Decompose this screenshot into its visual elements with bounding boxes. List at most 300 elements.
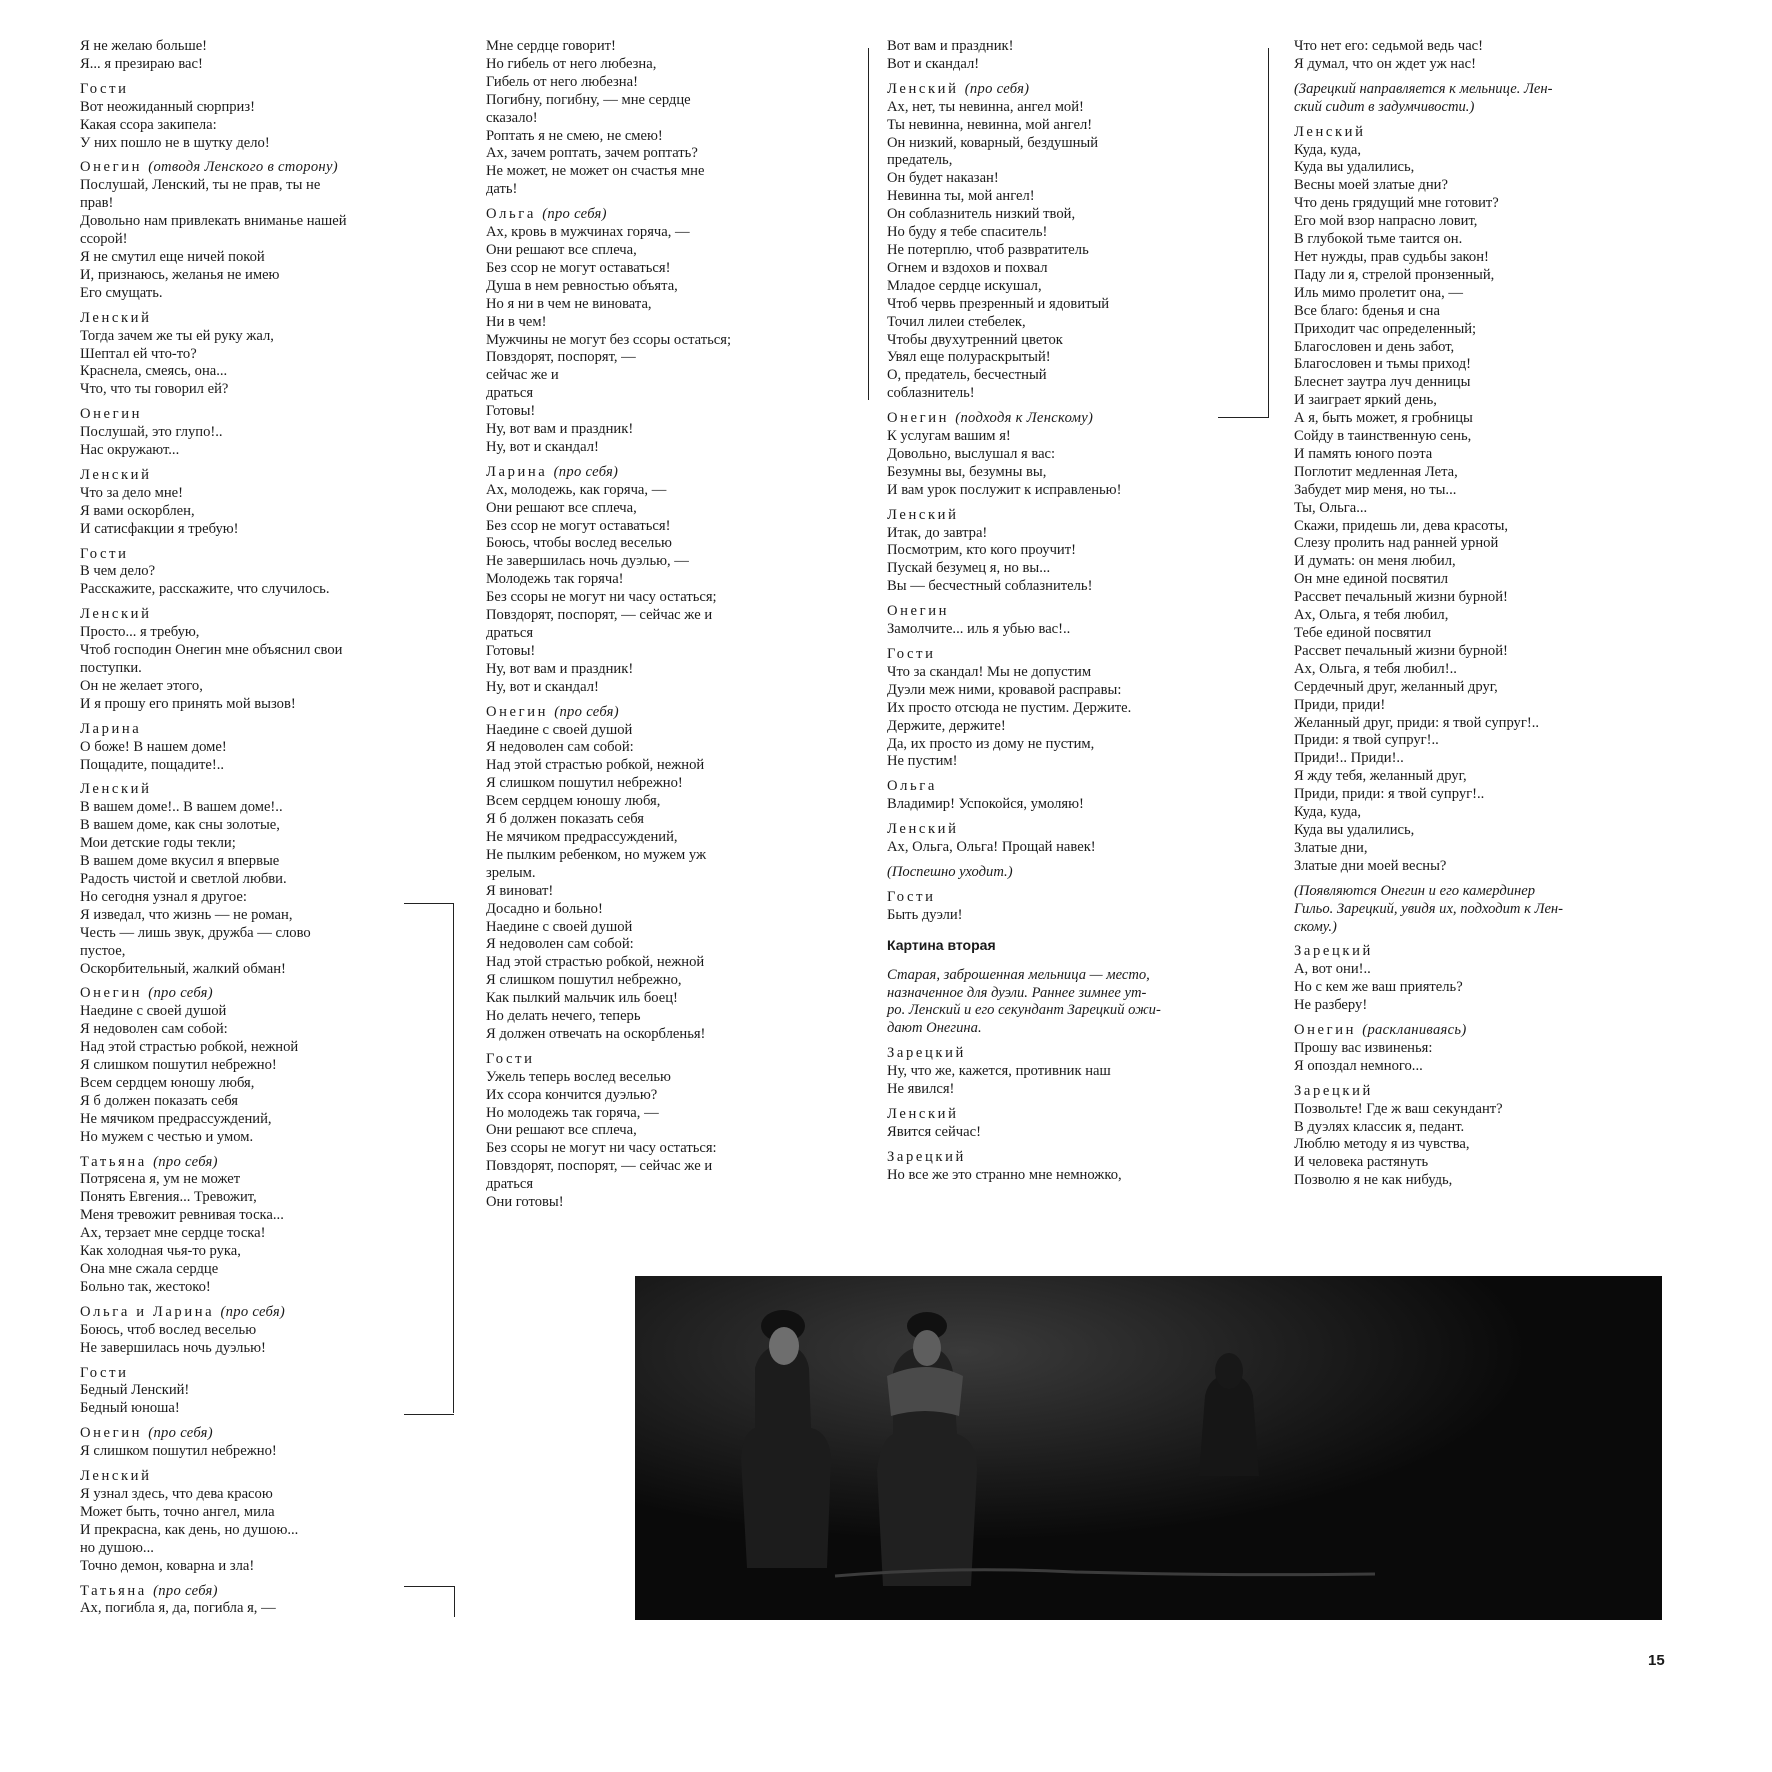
verse-line: Точно демон, коварна и зла! <box>80 1557 255 1574</box>
stage-direction <box>887 967 1232 1039</box>
verse-line: Ах, Ольга, я тебя любил!.. <box>1294 660 1457 677</box>
verse-line: Что, что ты говорил ей? <box>80 381 229 398</box>
verse-line: Гибель от него любезна! <box>486 73 638 90</box>
verse-line: Ах, погибла я, да, погибла я, — <box>80 1600 276 1617</box>
speaker-name: Гости <box>486 1050 535 1067</box>
verse-line: предатель, <box>887 152 953 169</box>
verse-line: Ах, терзает мне сердце тоска! <box>80 1225 266 1242</box>
speaker-line <box>887 507 1232 525</box>
verse-line: Поглотит медленная Лета, <box>1294 463 1458 480</box>
verse-line: И прекрасна, как день, но душою... <box>80 1521 299 1538</box>
speaker-name: Онегин <box>1294 1022 1357 1039</box>
stage-photo <box>635 1276 1662 1620</box>
speaker-name: Ленский <box>80 606 152 623</box>
verse-line: Невинна ты, мой ангел! <box>887 188 1035 205</box>
speaker-direction: (раскланиваясь) <box>1362 1022 1467 1039</box>
speech-block <box>486 464 846 697</box>
bracket-column-4-top <box>1268 48 1269 418</box>
speaker-line <box>486 206 846 224</box>
verse-line: Пускай безумец я, но вы... <box>887 560 1051 577</box>
speaker-name: Ленский <box>80 309 152 326</box>
verse-line: Огнем и вздохов и похвал <box>887 259 1048 276</box>
verse-line: Не завершилась ночь дуэлью, — <box>486 553 689 570</box>
verse-line: соблазнитель! <box>887 385 975 402</box>
verse-line: Я б должен показать себя <box>80 1092 239 1109</box>
verse-line: Мне сердце говорит! <box>486 38 616 54</box>
verse-line: Понять Евгения... Тревожит, <box>80 1189 257 1206</box>
verse-line: Скажи, придешь ли, дева красоты, <box>1294 517 1509 534</box>
verse-line: Да, их просто из дому не пустим, <box>887 735 1095 752</box>
stage-line: дают Онегина. <box>887 1020 982 1037</box>
verse-line: Наедине с своей душой <box>486 721 633 738</box>
verse-line: драться <box>486 385 534 402</box>
speaker-name: Зарецкий <box>1294 943 1373 960</box>
verse-line: Тебе единой посвятил <box>1294 625 1432 641</box>
speech-block <box>80 1468 470 1575</box>
speech-block <box>887 603 1232 639</box>
speaker-line <box>887 603 1232 621</box>
verse-line: В вашем доме вкусил я впервые <box>80 853 280 870</box>
verse-line: Оскорбительный, жалкий обман! <box>80 960 286 977</box>
speaker-line <box>80 546 470 564</box>
speaker-line <box>887 778 1232 796</box>
verse-line: Но с кем же ваш приятель? <box>1294 979 1463 996</box>
speaker-name: Гости <box>80 1364 129 1381</box>
verse-line: Я недоволен сам собой: <box>80 1021 228 1038</box>
speaker-name: Гости <box>887 888 936 905</box>
verse-line: Весны моей златые дни? <box>1294 177 1448 194</box>
verse-line: Приходит час определенный; <box>1294 320 1477 337</box>
stage-line: ро. Ленский и его секундант Зарецкий ожи- <box>887 1002 1161 1019</box>
verse-line: Мужчины не могут без ссоры остаться; <box>486 331 732 348</box>
verse-line: Иль мимо пролетит она, — <box>1294 284 1464 301</box>
verse-line: Чтоб червь презренный и ядовитый <box>887 295 1110 312</box>
speech-block <box>887 1045 1232 1099</box>
verse-line: Я слишком пошутил небрежно! <box>80 1443 277 1460</box>
verse-line: Вот неожиданный сюрприз! <box>80 98 255 115</box>
speaker-name: Онегин <box>887 410 950 427</box>
speech-block <box>80 38 470 74</box>
verse-line: Что день грядущий мне готовит? <box>1294 195 1499 212</box>
verse-line: Я думал, что он ждет уж нас! <box>1294 55 1476 72</box>
speaker-name: Гости <box>887 646 936 662</box>
verse-line: Краснела, смеясь, она... <box>80 363 228 380</box>
verse-line: Больно так, жестоко! <box>80 1278 211 1295</box>
verse-line: Я слишком пошутил небрежно, <box>486 972 682 989</box>
verse-line: ссорой! <box>80 231 128 248</box>
verse-line: Нет нужды, прав судьбы закон! <box>1294 248 1489 265</box>
verse-line: Что за дело мне! <box>80 484 184 501</box>
verse-line: Сердечный друг, желанный друг, <box>1294 678 1498 695</box>
verse-line: дать! <box>486 181 518 198</box>
speaker-line <box>1294 1083 1679 1101</box>
speaker-name: Ленский <box>887 80 959 97</box>
speaker-name: Ленский <box>887 821 959 838</box>
verse-line: К услугам вашим я! <box>887 428 1011 445</box>
verse-line: Готовы! <box>486 403 536 420</box>
verse-line: Без ссор не могут оставаться! <box>486 517 671 534</box>
speaker-direction: (про себя) <box>554 703 619 720</box>
speaker-line <box>887 1149 1232 1167</box>
verse-line: Я не смутил еще ничей покой <box>80 248 265 265</box>
verse-line: Быть дуэли! <box>887 906 963 923</box>
verse-line: Повздорят, поспорят, — <box>486 349 636 366</box>
verse-line: Повздорят, поспорят, — сейчас же и <box>486 1158 713 1175</box>
verse-line: Я недоволен сам собой: <box>486 936 634 953</box>
speaker-line <box>887 646 1232 664</box>
verse-line: сказало! <box>486 109 538 126</box>
verse-line: Я изведал, что жизнь — не роман, <box>80 906 293 923</box>
speaker-name: Гости <box>80 545 129 562</box>
speech-block <box>887 81 1232 403</box>
verse-line: зрелым. <box>486 864 536 881</box>
verse-line: Ах, Ольга, я тебя любил, <box>1294 607 1449 624</box>
verse-line: Пощадите, пощадите!.. <box>80 756 225 773</box>
verse-line: Желанный друг, приди: я твой супруг!.. <box>1294 714 1539 731</box>
verse-line: Без ссор не могут оставаться! <box>486 259 671 276</box>
verse-line: Расскажите, расскажите, что случилось. <box>80 581 330 598</box>
speaker-name: Ольга <box>486 206 536 223</box>
verse-line: Приди: я твой супруг!.. <box>1294 732 1439 749</box>
verse-line: А, вот они!.. <box>1294 961 1371 978</box>
speaker-name: Гости <box>80 80 129 97</box>
verse-line: Они решают все сплеча, <box>486 1122 637 1139</box>
speech-block <box>1294 943 1679 1015</box>
verse-line: Тогда зачем же ты ей руку жал, <box>80 327 274 344</box>
speaker-line <box>486 704 846 722</box>
verse-line: Посмотрим, кто кого проучит! <box>887 542 1076 559</box>
speaker-name: Татьяна <box>80 1582 147 1599</box>
verse-line: Они решают все сплеча, <box>486 499 637 516</box>
verse-line: Бедный Ленский! <box>80 1382 190 1399</box>
stage-line: Гильо. Зарецкий, увидя их, подходит к Лен- <box>1294 900 1564 917</box>
stage-line: (Зарецкий направляется к мельнице. Лен- <box>1294 80 1553 97</box>
verse-line: Послушай, это глупо!.. <box>80 424 223 441</box>
verse-line: Повздорят, поспорят, — сейчас же и <box>486 607 713 624</box>
verse-line: Приди, приди! <box>1294 696 1386 713</box>
speaker-name: Ларина <box>486 463 548 480</box>
stage-line: Старая, заброшенная мельница — место, <box>887 966 1150 983</box>
verse-line: Послушай, Ленский, ты не прав, ты не <box>80 177 321 194</box>
verse-line: Над этой страстью робкой, нежной <box>486 954 705 971</box>
verse-line: Ну, вот вам и праздник! <box>486 660 634 677</box>
verse-line: драться <box>486 625 534 641</box>
verse-line: Приди!.. Приди!.. <box>1294 750 1404 767</box>
verse-line: Радость чистой и светлой любви. <box>80 870 287 887</box>
verse-line: И я прошу его принять мой вызов! <box>80 695 296 712</box>
page-number: 15 <box>1648 1652 1665 1669</box>
speech-block <box>887 821 1232 857</box>
speaker-name: Ольга и Ларина <box>80 1303 215 1320</box>
verse-line: Боюсь, чтоб вослед веселью <box>80 1321 257 1338</box>
verse-line: Ну, вот и скандал! <box>486 678 599 695</box>
text-column-3 <box>887 38 1232 1192</box>
speaker-line <box>486 1051 846 1069</box>
speaker-direction: (про себя) <box>542 206 607 223</box>
verse-line: Рассвет печальный жизни бурной! <box>1294 642 1508 659</box>
verse-line: Ты невинна, невинна, мой ангел! <box>887 116 1093 133</box>
verse-line: Вот вам и праздник! <box>887 38 1014 54</box>
speaker-direction: (про себя) <box>220 1303 286 1320</box>
verse-line: В глубокой тьме таится он. <box>1294 231 1463 248</box>
verse-line: Не пылким ребенком, но мужем уж <box>486 846 707 863</box>
verse-line: Не мячиком предрассуждений, <box>486 828 678 845</box>
verse-line: Их просто отсюда не пустим. Держите. <box>887 699 1132 716</box>
verse-line: Чтоб господин Онегин мне объяснил свои <box>80 642 343 659</box>
speech-block <box>80 606 470 713</box>
speaker-direction: (про себя) <box>964 80 1030 97</box>
speaker-direction: (про себя) <box>153 1153 218 1170</box>
verse-line: И, признаюсь, желанья не имею <box>80 266 280 283</box>
verse-line: Но молодежь так горяча, — <box>486 1104 659 1121</box>
speaker-name: Онегин <box>486 703 549 720</box>
speaker-name: Ленский <box>887 506 959 523</box>
bracket-column-1-lower-vertical <box>453 903 454 1413</box>
verse-line: Паду ли я, стрелой пронзенный, <box>1294 266 1495 283</box>
verse-line: Душа в нем ревностью объята, <box>486 277 678 294</box>
verse-line: Но гибель от него любезна, <box>486 55 657 72</box>
stage-photo-figures <box>635 1276 1662 1620</box>
speech-block <box>80 406 470 460</box>
speaker-direction: (про себя) <box>553 463 619 480</box>
verse-line: Довольно нам привлекать вниманье нашей <box>80 213 347 230</box>
speaker-name: Ленский <box>80 781 152 798</box>
speech-block <box>887 410 1232 500</box>
verse-line: И вам урок послужит к исправленью! <box>887 481 1122 498</box>
speaker-name: Ольга <box>887 778 937 795</box>
speaker-name: Онегин <box>80 985 143 1002</box>
verse-line: И заиграет яркий день, <box>1294 392 1437 409</box>
verse-line: Нас окружают... <box>80 442 180 459</box>
speech-block <box>1294 1022 1679 1076</box>
verse-line: Я должен отвечать на оскорбленья! <box>486 1025 706 1042</box>
verse-line: Их ссора кончится дуэлью? <box>486 1086 658 1103</box>
speaker-line <box>1294 124 1679 142</box>
verse-line: Что нет его: седьмой ведь час! <box>1294 38 1484 54</box>
stage-direction <box>887 864 1232 882</box>
speaker-line <box>887 81 1232 99</box>
speaker-name: Ларина <box>80 720 142 737</box>
verse-line: Ну, вот вам и праздник! <box>486 421 634 438</box>
verse-line: драться <box>486 1176 534 1193</box>
speaker-name: Онегин <box>80 406 143 423</box>
verse-line: Как холодная чья-то рука, <box>80 1243 241 1260</box>
verse-line: Я жду тебя, желанный друг, <box>1294 768 1467 785</box>
verse-line: И человека растянуть <box>1294 1154 1429 1171</box>
verse-line: Ну, вот и скандал! <box>486 438 599 455</box>
verse-line: Просто... я требую, <box>80 624 200 641</box>
verse-line: Без ссоры не могут ни часу остаться: <box>486 1140 717 1157</box>
verse-line: Все благо: бденья и сна <box>1294 302 1440 319</box>
verse-line: Ну, что же, кажется, противник наш <box>887 1063 1111 1080</box>
speech-block <box>486 1051 846 1212</box>
speaker-name: Онегин <box>80 1425 143 1442</box>
verse-line: Они решают все сплеча, <box>486 241 637 258</box>
verse-line: Не завершилась ночь дуэлью! <box>80 1339 266 1356</box>
verse-line: Не мячиком предрассуждений, <box>80 1110 272 1127</box>
verse-line: прав! <box>80 195 114 212</box>
verse-line: Но делать нечего, теперь <box>486 1008 641 1025</box>
verse-line: Я б должен показать себя <box>486 811 645 828</box>
verse-line: Готовы! <box>486 642 536 659</box>
verse-line: В вашем доме, как сны золотые, <box>80 817 280 834</box>
speech-block <box>887 646 1232 771</box>
verse-line: поступки. <box>80 660 142 676</box>
verse-line: Не потерплю, чтоб развратитель <box>887 241 1089 258</box>
verse-line: Честь — лишь звук, дружба — слово <box>80 924 311 941</box>
verse-line: Всем сердцем юношу любя, <box>80 1074 255 1091</box>
speech-block <box>80 467 470 539</box>
stage-line: скому.) <box>1294 918 1337 935</box>
verse-line: Как пылкий мальчик иль боец! <box>486 990 678 1007</box>
verse-line: Куда вы удалились, <box>1294 159 1415 176</box>
verse-line: Забудет мир меня, но ты... <box>1294 481 1457 498</box>
verse-line: Ах, зачем роптать, зачем роптать? <box>486 145 698 162</box>
speaker-line <box>80 781 470 799</box>
verse-line: Златые дни, <box>1294 839 1368 856</box>
verse-line: Они готовы! <box>486 1194 564 1211</box>
speaker-line <box>887 1045 1232 1063</box>
verse-line: Без ссоры не могут ни часу остаться; <box>486 589 717 606</box>
verse-line: Может быть, точно ангел, мила <box>80 1503 275 1520</box>
bracket-column-3-top <box>868 48 869 400</box>
speaker-name: Ленский <box>80 466 152 483</box>
verse-line: Что за скандал! Мы не допустим <box>887 663 1092 680</box>
verse-line: Его смущать. <box>80 284 163 301</box>
speaker-line <box>80 159 470 177</box>
speech-block <box>1294 1083 1679 1190</box>
verse-line: Чтобы двухутренний цветок <box>887 331 1063 348</box>
speaker-name: Зарецкий <box>1294 1082 1373 1099</box>
stage-line: (Появляются Онегин и его камердинер <box>1294 882 1536 899</box>
speech-block <box>486 206 846 457</box>
verse-line: Приди, приди: я твой супруг!.. <box>1294 786 1485 803</box>
speech-block <box>1294 38 1679 74</box>
verse-line: Куда, куда, <box>1294 804 1362 821</box>
verse-line: Точил лилеи стебелек, <box>887 313 1026 330</box>
verse-line: Я слишком пошутил небрежно! <box>80 1057 277 1074</box>
verse-line: Но мужем с честью и умом. <box>80 1128 254 1145</box>
verse-line: Рассвет печальный жизни бурной! <box>1294 589 1508 606</box>
verse-line: Наедине с своей душой <box>486 918 633 935</box>
bracket-column-3-bottom <box>1218 417 1268 418</box>
speech-block <box>486 704 846 1044</box>
verse-line: Люблю методу я из чувства, <box>1294 1136 1470 1153</box>
bracket-column-1-lower <box>404 903 454 1415</box>
speaker-line <box>486 464 846 482</box>
verse-line: Мои детские годы текли; <box>80 835 236 852</box>
speaker-line <box>1294 1022 1679 1040</box>
verse-line: Не явился! <box>887 1081 955 1098</box>
speaker-line <box>887 410 1232 428</box>
verse-line: Позвольте! Где ж ваш секундант? <box>1294 1100 1503 1117</box>
speaker-line <box>1294 943 1679 961</box>
speech-block <box>887 1149 1232 1185</box>
verse-line: Бедный юноша! <box>80 1400 180 1417</box>
stage-line: ский сидит в задумчивости.) <box>1294 98 1475 115</box>
verse-line: Шептал ей что-то? <box>80 345 197 362</box>
verse-line: Благословен и день забот, <box>1294 338 1455 355</box>
verse-line: Но все же это странно мне немножко, <box>887 1166 1122 1183</box>
speech-block <box>887 507 1232 597</box>
verse-line: Не пустим! <box>887 753 958 770</box>
verse-line: пустое, <box>80 942 126 959</box>
speaker-direction: (отводя Ленского в сторону) <box>148 159 338 176</box>
verse-line: Я опоздал немного... <box>1294 1057 1423 1074</box>
verse-line: Довольно, выслушал я вас: <box>887 445 1056 462</box>
speaker-name: Зарецкий <box>887 1148 966 1165</box>
verse-line: Держите, держите! <box>887 717 1006 734</box>
verse-line: Вы — бесчестный соблазнитель! <box>887 578 1093 595</box>
stage-line: (Поспешно уходит.) <box>887 863 1013 880</box>
verse-line: Я виноват! <box>486 882 554 899</box>
verse-line: Потрясена я, ум не может <box>80 1171 241 1188</box>
verse-line: Явится сейчас! <box>887 1123 981 1140</box>
speaker-line <box>80 606 470 624</box>
stage-direction <box>1294 883 1679 937</box>
verse-line: Ах, нет, ты невинна, ангел мой! <box>887 98 1084 115</box>
speaker-line <box>80 81 470 99</box>
speech-block <box>80 721 470 775</box>
speaker-name: Ленский <box>887 1105 959 1122</box>
speech-block <box>486 38 846 199</box>
verse-line: Он низкий, коварный, бездушный <box>887 134 1099 151</box>
verse-line: Позволю я не как нибудь, <box>1294 1172 1453 1189</box>
verse-line: Ах, молодежь, как горяча, — <box>486 481 667 498</box>
speech-block <box>1294 124 1679 876</box>
verse-line: Владимир! Успокойся, умоляю! <box>887 796 1084 813</box>
verse-line: Ты, Ольга... <box>1294 499 1368 516</box>
verse-line: Он соблазнитель низкий твой, <box>887 206 1076 223</box>
speaker-line <box>80 310 470 328</box>
verse-line: Златые дни моей весны? <box>1294 857 1447 874</box>
speaker-direction: (подходя к Ленскому) <box>955 410 1094 427</box>
verse-line: Я... я презираю вас! <box>80 55 203 72</box>
scene-heading: Картина вторая <box>887 936 996 953</box>
speech-block <box>887 778 1232 814</box>
speaker-direction: (про себя) <box>148 985 213 1002</box>
verse-line: Сойду в таинственную сень, <box>1294 428 1472 445</box>
bracket-column-1-bottom <box>404 1586 455 1617</box>
verse-line: И память юного поэта <box>1294 445 1433 462</box>
verse-line: Прошу вас извиненья: <box>1294 1039 1433 1056</box>
verse-line: Куда вы удалились, <box>1294 821 1415 838</box>
verse-line: Ах, Ольга, Ольга! Прощай навек! <box>887 839 1096 856</box>
verse-line: Над этой страстью робкой, нежной <box>80 1039 299 1056</box>
verse-line: Младое сердце искушал, <box>887 277 1042 294</box>
verse-line: Роптать я не смею, не смею! <box>486 127 663 144</box>
verse-line: Не разберу! <box>1294 997 1368 1014</box>
text-column-2 <box>486 38 846 1219</box>
verse-line: Погибну, погибну, — мне сердце <box>486 91 691 108</box>
verse-line: В вашем доме!.. В вашем доме!.. <box>80 799 283 816</box>
verse-line: Благословен и тьмы приход! <box>1294 356 1472 373</box>
verse-line: Безумны вы, безумны вы, <box>887 463 1047 480</box>
speaker-direction: (про себя) <box>153 1582 218 1599</box>
speech-block <box>887 889 1232 925</box>
verse-line: И сатисфакции я требую! <box>80 520 239 537</box>
verse-line: Но сегодня узнал я другое: <box>80 888 247 905</box>
verse-line: Ах, кровь в мужчинах горяча, — <box>486 224 690 241</box>
speaker-line <box>887 889 1232 907</box>
verse-line: О боже! В нашем доме! <box>80 738 227 755</box>
verse-line: сейчас же и <box>486 367 559 384</box>
verse-line: А я, быть может, я гробницы <box>1294 410 1473 427</box>
speaker-line <box>80 721 470 739</box>
verse-line: Я узнал здесь, что дева красою <box>80 1485 273 1502</box>
verse-line: Молодежь так горяча! <box>486 571 624 588</box>
speech-block <box>80 81 470 153</box>
